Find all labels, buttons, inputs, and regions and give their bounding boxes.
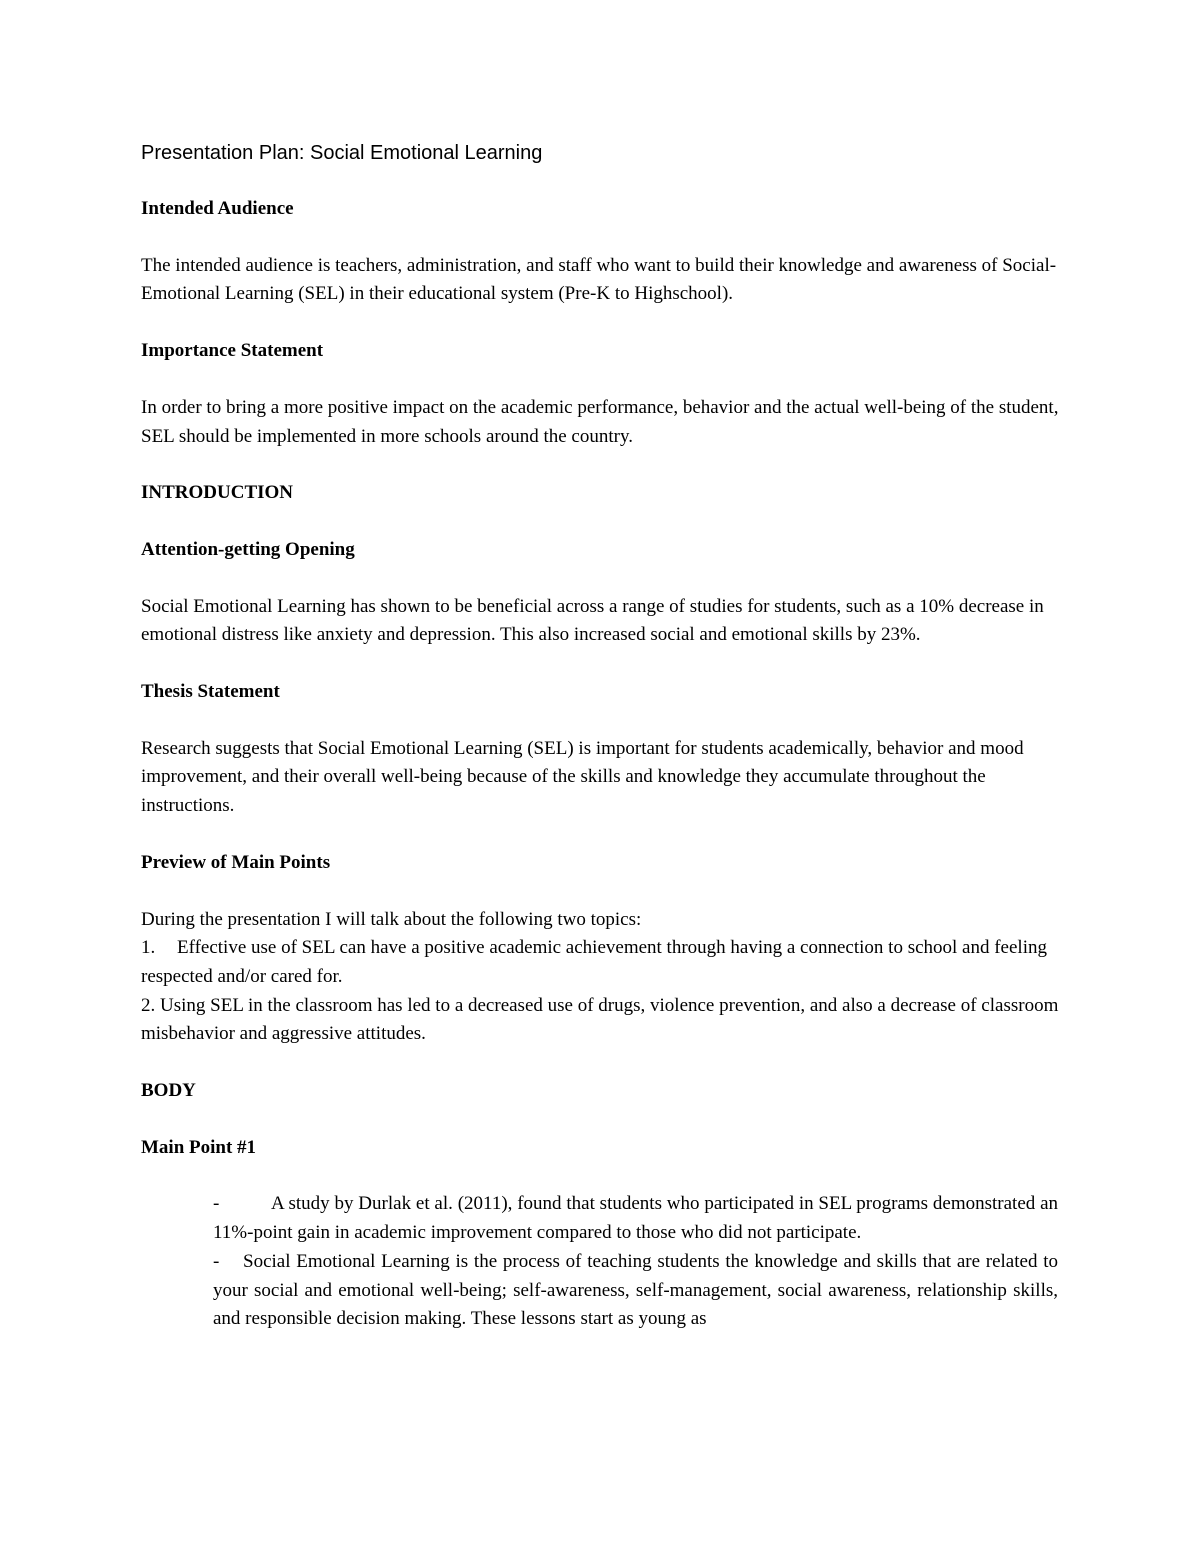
heading-introduction: INTRODUCTION (141, 482, 294, 504)
heading-preview-of-main-points: Preview of Main Points (141, 851, 331, 873)
heading-thesis-statement: Thesis Statement (141, 681, 280, 703)
main-point-1-bullet (213, 1248, 1058, 1334)
bullet-dash: - (213, 1250, 220, 1272)
paragraph-attention-getting-opening: Social Emotional Learning has shown to be beneficial across a range of studies for students, such as a 10% decrease in emotional distress like anxiety and depression. This also increased social and emotional skills by 23%. (141, 595, 1044, 646)
document-title: Presentation Plan: Social Emotional Learning (141, 142, 543, 164)
preview-intro: During the presentation I will talk about the following two topics: (141, 908, 642, 930)
bullet-text: Social Emotional Learning is the process of teaching students the knowledge and skills that are related to your social and emotional well-being; self-awareness, self-management, social awareness, relationship skills, and responsible decision making. These lessons start as young as (213, 1250, 1058, 1330)
bullet-dash: - (213, 1193, 220, 1215)
heading-importance-statement: Importance Statement (141, 340, 324, 362)
preview-point-1-text: Effective use of SEL can have a positive academic achievement through having a connection to school and feeling respected and/or cared for. (141, 937, 1047, 987)
preview-list (141, 906, 1061, 1050)
bullet-text: A study by Durlak et al. (2011), found that students who participated in SEL programs demonstrated an 11%-point gain in academic improvement compared to those who did not participate. (213, 1193, 1058, 1244)
preview-point-1 (141, 934, 1061, 991)
main-point-1-bullets (213, 1190, 1058, 1334)
preview-point-1-number: 1. (141, 937, 156, 959)
document-body (141, 138, 1061, 1334)
paragraph-intended-audience: The intended audience is teachers, administration, and staff who want to build their knowledge and awareness of Social-Emotional Learning (SEL) in their educational system (Pre-K to Highschool). (141, 254, 1057, 305)
heading-intended-audience: Intended Audience (141, 198, 294, 219)
main-point-1-bullet (213, 1190, 1058, 1247)
heading-main-point-1: Main Point #1 (141, 1136, 257, 1158)
paragraph-thesis-statement: Research suggests that Social Emotional Learning (SEL) is important for students academically, behavior and mood improvement, and their overall well-being because of the skills and knowledge they accumulate throughout the instructions. (141, 737, 1024, 817)
heading-attention-getting-opening: Attention-getting Opening (141, 538, 355, 560)
paragraph-importance-statement: In order to bring a more positive impact on the academic performance, behavior and the actual well-being of the student, SEL should be implemented in more schools around the country. (141, 396, 1059, 447)
preview-point-2: 2. Using SEL in the classroom has led to a decreased use of drugs, violence prevention, and also a decrease of classroom misbehavior and aggressive attitudes. (141, 994, 1059, 1045)
heading-body: BODY (141, 1080, 196, 1102)
